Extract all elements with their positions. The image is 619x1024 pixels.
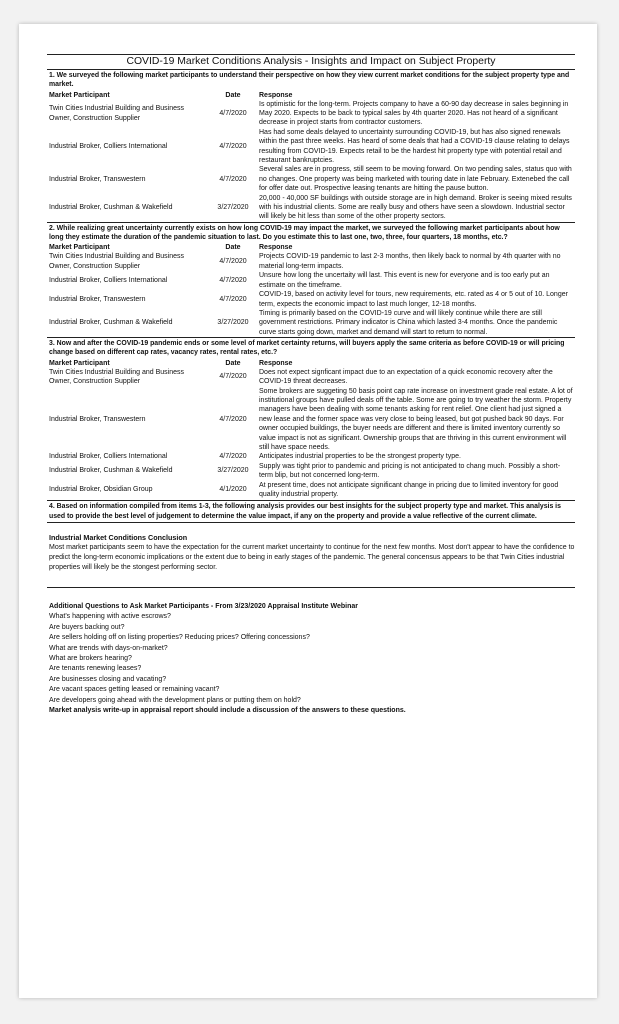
response-header: Response — [259, 244, 293, 252]
q3-table — [47, 359, 575, 500]
question-3: 3. Now and after the COVID-19 pandemic ends or some level of market certainty returns, will buyers apply the same criteria as before COVID-19 or will pricing change based on different cap rates, vacancy rates, rental rates, etc.? — [49, 340, 565, 357]
response-cell: At present time, does not anticipate significant change in pricing due to limited inventory for good quality industrial property. — [259, 481, 559, 498]
list-item: What are trends with days-on-market? — [49, 644, 168, 652]
response-cell: COVID-19, based on activity level for tours, new requirements, etc. rated as 4 or 5 out of 10. Longer term, expects the economic impact to last much longer, 12-18 months. — [259, 291, 568, 308]
response-header: Response — [259, 91, 293, 99]
table-row — [47, 481, 575, 500]
q2-table — [47, 243, 575, 337]
participant-cell: Twin Cities Industrial Building and Business Owner, Construction Supplier — [49, 105, 185, 122]
list-item: Are businesses closing and vacating? — [49, 675, 167, 683]
response-cell: Timing is primarily based on the COVID-19 curve and will likely continue while there are still government restrictions. Primary indicator is China which lasted 3-4 months. Once the pandemic curve starts going down, market and demand will start to return to normal. — [259, 309, 558, 336]
additional-questions-section — [47, 602, 575, 716]
additional-questions-heading: Additional Questions to Ask Market Participants - From 3/23/2020 Appraisal Institute Webinar — [49, 603, 358, 610]
date-cell: 4/7/2020 — [219, 415, 247, 423]
table-row — [47, 387, 575, 453]
response-cell: Several sales are in progress, still seem to be moving forward. On two pending sales, status quo with no changes. One property was being marketed with touring date in late February. Extenebed the call for offer date out. Prospective leasing tenants are hitting the pause button. — [259, 166, 572, 193]
response-cell: Anticipates industrial properties to be the strongest property type. — [259, 453, 461, 461]
table-row — [47, 100, 575, 128]
date-header: Date — [225, 359, 241, 367]
q2-header-row — [47, 243, 575, 252]
table-row — [47, 309, 575, 337]
conclusion-text: Most market participants seem to have the expectation for the current market uncertainty to continue for the next few months. Most don't appear to have the confidence to predict the long-term economic implications or the extent due to being in early stages of the pandemic. The general concensus appears to be that Twin Cities industrial properties will likely be the stongest performing sector. — [49, 544, 575, 571]
q1-header-row — [47, 91, 575, 100]
participant-header: Market Participant — [49, 244, 110, 252]
participant-header: Market Participant — [49, 359, 110, 367]
response-cell: Unsure how long the uncertaity will last. This event is new for everyone and is too early put an estimate on the timeframe. — [259, 272, 550, 289]
response-header: Response — [259, 359, 293, 367]
participant-cell: Industrial Broker, Transwestern — [49, 175, 146, 183]
list-item: Are vacant spaces getting leased or remaining vacant? — [49, 686, 220, 694]
list-item: What's happening with active escrows? — [49, 613, 171, 621]
participant-cell: Twin Cities Industrial Building and Business Owner, Construction Supplier — [49, 368, 185, 386]
question-2: 2. While realizing great uncertainty currently exists on how long COVID-19 may impact the market, we surveyed the following market participants about how long they estimate the duration of the pandemic situation to last. Do you estimate this to last one, two, three, four quarters, 18 months, etc.? — [49, 224, 560, 242]
question-4-box — [47, 500, 575, 523]
date-header: Date — [225, 91, 241, 99]
list-item: Are buyers backing out? — [49, 623, 125, 631]
additional-questions-footer: Market analysis write-up in appraisal report should include a discussion of the answers to these questions. — [49, 707, 406, 715]
participant-header: Market Participant — [49, 91, 110, 99]
list-item: Are tenants renewing leases? — [49, 665, 142, 673]
date-header: Date — [225, 244, 241, 252]
table-row — [47, 165, 575, 193]
section-divider — [47, 587, 575, 588]
date-cell: 3/27/2020 — [217, 467, 249, 475]
participant-cell: Industrial Broker, Colliers International — [49, 142, 168, 150]
participant-cell: Industrial Broker, Obsidian Group — [49, 486, 153, 494]
table-row — [47, 252, 575, 271]
response-cell: Some brokers are suggeting 50 basis point cap rate increase on investment grade real estate. A lot of institutional groups have pulled deals off the table. Some are going to try weather the storm. Property managers have been dealing with some tenants asking for rent relief. One client had just signed a new lease and the former space was very close to being leased, but got pushed back 90 days. For owner occupied buildings, the buyer needs are different and there is limited inventory currently so value impact is not as significant. Ownership groups that are thriving in this current environment will still have space needs. — [259, 387, 573, 451]
participant-cell: Industrial Broker, Cushman & Wakefield — [49, 467, 173, 475]
table-row — [47, 462, 575, 481]
date-cell: 4/7/2020 — [219, 110, 247, 117]
response-cell: 20,000 - 40,000 SF buildings with outside storage are in high demand. Broker is seeing mixed results with his industrial clients. Some are really busy and others have seen a slowdown. Industrial sector will likely be hit less than some of the other property sectors. — [259, 194, 572, 221]
participant-cell: Industrial Broker, Cushman & Wakefield — [49, 204, 173, 212]
conclusion-section — [47, 533, 575, 573]
conclusion-heading: Industrial Market Conditions Conclusion — [49, 533, 188, 542]
participant-cell: Industrial Broker, Colliers International — [49, 276, 168, 284]
participant-cell: Twin Cities Industrial Building and Business Owner, Construction Supplier — [49, 253, 185, 270]
response-cell: Supply was tight prior to pandemic and pricing is not anticipated to chang much. Possibly a short-term blip, but not concerned long-term. — [259, 462, 561, 480]
date-cell: 4/7/2020 — [219, 276, 247, 284]
response-cell: Projects COVID-19 pandemic to last 2-3 months, then likely back to normal by 4th quarter with no material long-term impacts. — [259, 253, 561, 270]
participant-cell: Industrial Broker, Transwestern — [49, 295, 146, 303]
q3-header-row — [47, 359, 575, 368]
list-item: What are brokers hearing? — [49, 655, 132, 663]
date-cell: 4/7/2020 — [219, 175, 247, 183]
table-row — [47, 368, 575, 387]
document-title: COVID-19 Market Conditions Analysis - Insights and Impact on Subject Property — [47, 54, 575, 70]
table-row — [47, 128, 575, 166]
date-cell: 4/7/2020 — [219, 258, 247, 266]
participant-cell: Industrial Broker, Colliers International — [49, 453, 168, 461]
question-4: 4. Based on information compiled from items 1-3, the following analysis provides our best insights for the subject property type and market. This analysis is used to provide the best level of judgement to determine the value impact, if any on the property and provide a value reflective of the current climate. — [49, 503, 561, 520]
document-page — [19, 24, 597, 998]
table-row — [47, 194, 575, 222]
date-cell: 3/27/2020 — [217, 204, 249, 212]
date-cell: 4/7/2020 — [219, 295, 247, 303]
q1-table — [47, 91, 575, 222]
participant-cell: Industrial Broker, Cushman & Wakefield — [49, 319, 173, 327]
date-cell: 4/7/2020 — [219, 142, 247, 150]
response-cell: Has had some deals delayed to uncertainty surrounding COVID-19, but has also signed renewals within the past three weeks. Has heard of some deals that had a COVID-19 clause relating to delays resulting from COVID-19. Expects retail to be the hardest hit property type with potential retail and restaurant bankruptcies. — [259, 128, 570, 165]
table-row — [47, 290, 575, 309]
table-row — [47, 452, 575, 461]
list-item: Are developers going ahead with the development plans or putting them on hold? — [49, 696, 301, 704]
date-cell: 4/1/2020 — [219, 486, 247, 494]
response-cell: Does not expect signficant impact due to an expectation of a quick economic recovery after the COVID-19 threat decreases. — [259, 368, 553, 386]
date-cell: 3/27/2020 — [217, 319, 249, 327]
participant-cell: Industrial Broker, Transwestern — [49, 415, 146, 423]
date-cell: 4/7/2020 — [219, 453, 247, 461]
question-1: 1. We surveyed the following market participants to understand their perspective on how they view current market conditions for the subject property type and market. — [49, 72, 570, 89]
table-row — [47, 271, 575, 290]
date-cell: 4/7/2020 — [219, 373, 247, 381]
list-item: Are sellers holding off on listing properties? Reducing prices? Offering concessions? — [49, 634, 310, 642]
response-cell: Is optimistic for the long-term. Projects company to have a 60-90 day decrease in sales beginning in May 2020. Expects to be back to typical sales by 4th quarter 2020. Has not heard of a significant decrease in project starts from contractor customers. — [259, 100, 569, 127]
